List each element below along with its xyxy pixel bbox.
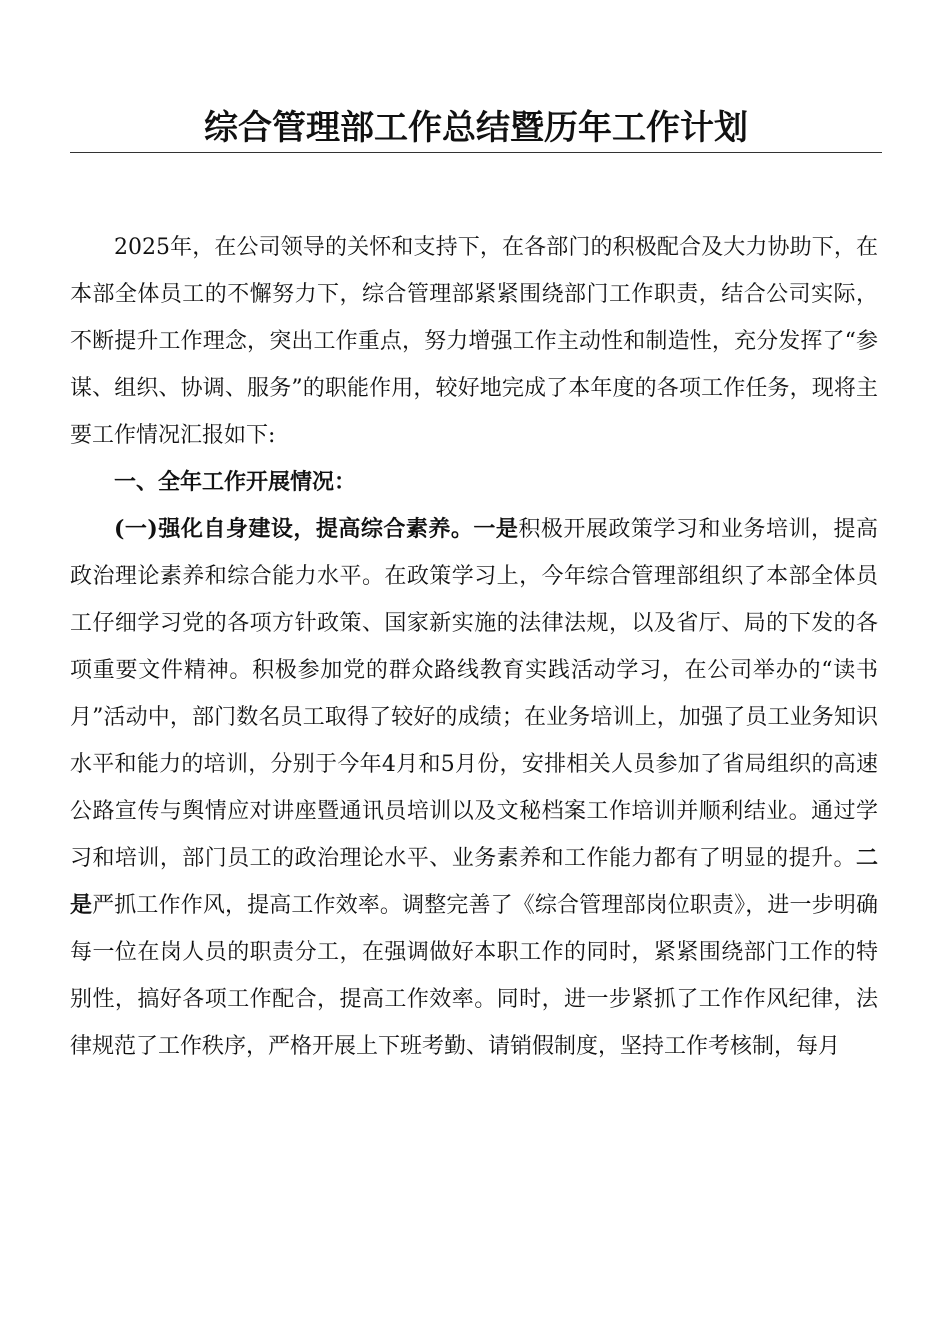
title-underline xyxy=(70,152,882,153)
item-paragraph xyxy=(70,506,878,1070)
item-heading: (一)强化自身建设，提高综合素养。 xyxy=(114,516,474,542)
point-text-1: 积极开展政策学习和业务培训，提高政治理论素养和综合能力水平。在政策学习上，今年综合管理部组织了本部全体员工仔细学习党的各项方针政策、国家新实施的法律法规，以及省厅、局的下发的各项重要文件精神。积极参加党的群众路线教育实践活动学习，在公司举办的“读书月”活动中，部门数名员工取得了较好的成绩；在业务培训上，加强了员工业务知识水平和能力的培训，分别于今年4月和5月份，安排相关人员参加了省局组织的高速公路宣传与舆情应对讲座暨通讯员培训以及文秘档案工作培训并顺利结业。通过学习和培训，部门员工的政治理论水平、业务素养和工作能力都有了明显的提升。 xyxy=(70,517,878,871)
document-title: 综合管理部工作总结暨历年工作计划 xyxy=(204,108,748,148)
section-heading: 一、全年工作开展情况： xyxy=(114,470,357,495)
intro-paragraph: 2025年，在公司领导的关怀和支持下，在各部门的积极配合及大力协助下，在本部全体员工的不懈努力下，综合管理部紧紧围绕部门工作职责，结合公司实际，不断提升工作理念，突出工作重点，努力增强工作主动性和制造性，充分发挥了“参谋、组织、协调、服务”的职能作用，较好地完成了本年度的各项工作任务，现将主要工作情况汇报如下: xyxy=(70,235,878,448)
point-lead-2: 二是 xyxy=(70,845,878,918)
point-text-2: 严抓工作作风，提高工作效率。调整完善了《综合管理部岗位职责》，进一步明确每一位在岗人员的职责分工，在强调做好本职工作的同时，紧紧围绕部门工作的特别性，搞好各项工作配合，提高工作效率。同时，进一步紧抓了工作作风纪律，法律规范了工作秩序，严格开展上下班考勤、请销假制度，坚持工作考核制，每月 xyxy=(70,893,878,1059)
document-body xyxy=(70,224,878,1070)
point-lead-1: 一是 xyxy=(473,516,519,542)
